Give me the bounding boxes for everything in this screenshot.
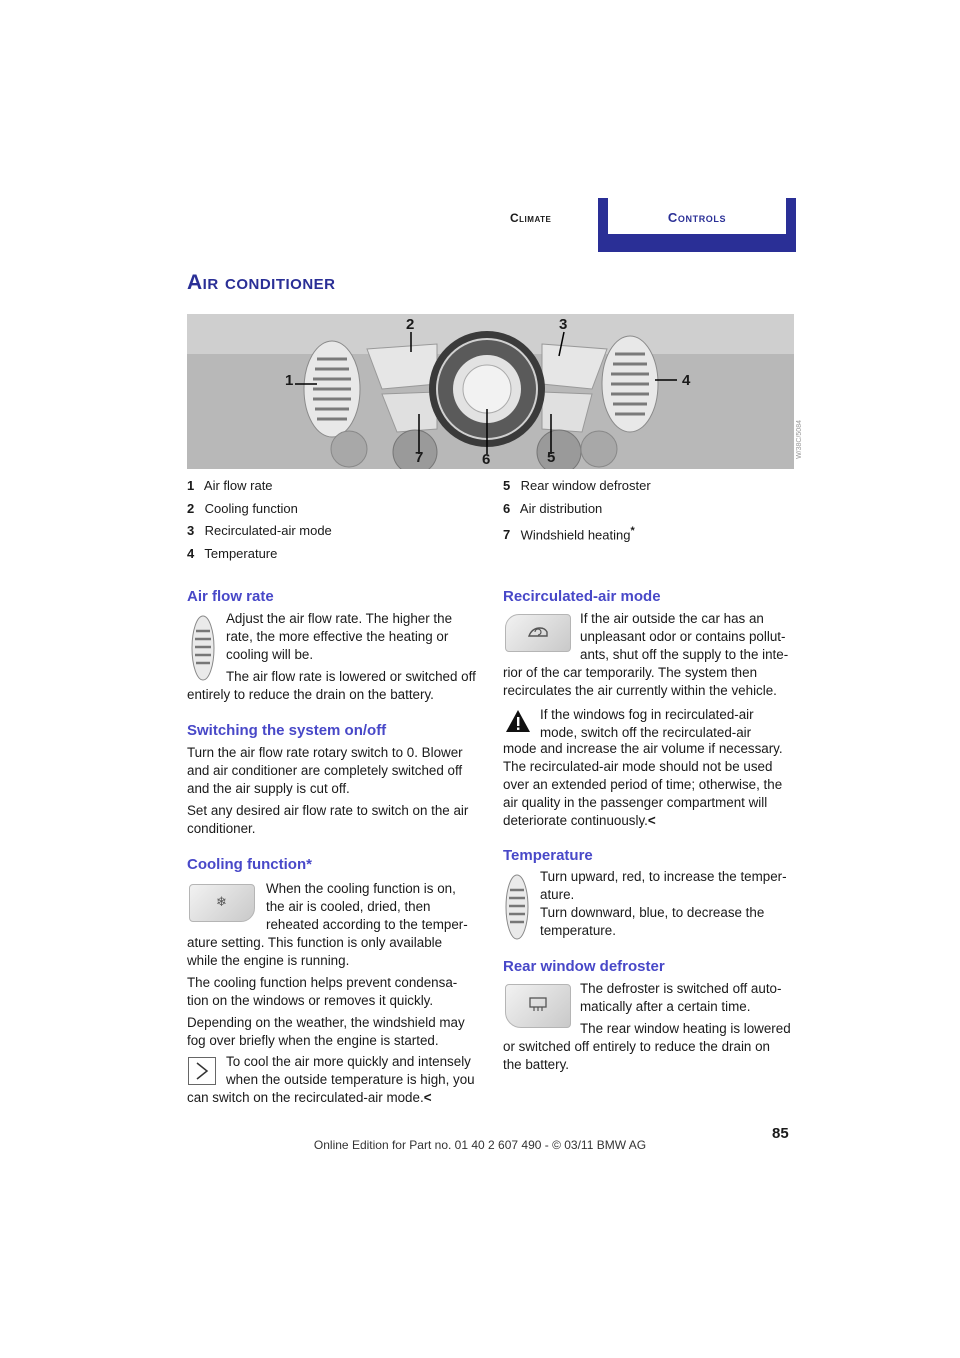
switching-body: Turn the air flow rate rotary switch to 0. Blower and air conditioner are completely switched off and the air supply is cut off. Set any desired air flow rate to switch on the air conditioner.	[187, 745, 469, 836]
cooling-body: ature setting. This function is only available while the engine is running. The cooling function helps prevent condensa- tion on the windows or removes it quickly. Depending on the weather, the windshield may fog over briefly when the engine is started.	[187, 935, 465, 1048]
legend-item: 3 Recirculated-air mode	[187, 523, 332, 538]
footer-edition: Online Edition for Part no. 01 40 2 607 490 - © 03/11 BMW AG	[313, 1138, 647, 1152]
rear-defroster-heading: Rear window defroster	[503, 958, 665, 975]
legend-right	[503, 475, 651, 547]
rotary-knob-icon	[504, 872, 530, 942]
legend-item: 7 Windshield heating*	[503, 525, 635, 543]
control-panel-photo	[187, 314, 794, 469]
callout-5: 5	[547, 449, 556, 466]
callout-3: 3	[559, 316, 568, 333]
cooling-body-indent: When the cooling function is on, the air is cooled, dried, then reheated according to the temper-	[266, 881, 468, 932]
callout-4: 4	[682, 372, 691, 389]
legend-item: 2 Cooling function	[187, 500, 298, 516]
recirc-button-thumb	[505, 614, 571, 652]
rear-defroster-body: or switched off entirely to reduce the drain on the battery.	[503, 1039, 770, 1072]
control-panel-illustration	[187, 314, 794, 469]
callout-6: 6	[482, 451, 491, 468]
airflow-body: entirely to reduce the drain on the battery.	[187, 687, 434, 702]
rear-defroster-button-thumb	[505, 984, 571, 1028]
warning-icon	[505, 708, 529, 732]
recirc-body: rior of the car temporarily. The system then recirculates the air currently within the vehicle.	[503, 665, 777, 698]
rear-defroster-body-indent: The defroster is switched off auto- matically after a certain time. The rear window heating is lowered	[580, 981, 791, 1036]
airflow-heading: Air flow rate	[187, 588, 274, 605]
page-title: Air conditioner	[187, 271, 336, 294]
temperature-heading: Temperature	[503, 847, 593, 864]
airflow-body-indent: Adjust the air flow rate. The higher the rate, the more effective the heating or cooling will be. The air flow rate is lowered or switched off	[226, 611, 476, 684]
rotary-knob-icon	[190, 613, 216, 683]
snowflake-icon: ❄	[216, 894, 227, 909]
figure-watermark: W/38C/5084	[796, 420, 803, 459]
recirculation-icon	[526, 624, 550, 640]
warning-body: mode and increase the air volume if necessary. The recirculated-air mode should not be used over an extended period of time; otherwise, the air quality in the passenger compartment will deteriorate continuously.<	[503, 741, 783, 828]
cooling-heading: Cooling function*	[187, 856, 312, 873]
chapter-tab	[598, 198, 796, 252]
switching-heading: Switching the system on/off	[187, 722, 387, 739]
cooling-button-thumb	[189, 884, 255, 922]
callout-7: 7	[415, 449, 424, 466]
temperature-knob-thumb	[504, 872, 530, 942]
tip-body-indent: To cool the air more quickly and intensely when the outside temperature is high, you	[226, 1054, 475, 1087]
callout-1: 1	[285, 372, 294, 389]
section-label: Climate	[510, 211, 552, 225]
page-number: 85	[772, 1125, 789, 1142]
airflow-knob-thumb	[190, 613, 216, 683]
tip-body: can switch on the recirculated-air mode.<	[187, 1090, 432, 1105]
recirc-heading: Recirculated-air mode	[503, 588, 661, 605]
warning-body-indent: If the windows fog in recirculated-air mode, switch off the recirculated-air	[540, 707, 754, 740]
recirc-body-indent: If the air outside the car has an unpleasant odor or contains pollut- ants, shut off the supply to the inte-	[580, 611, 789, 662]
legend-left	[187, 475, 332, 565]
temperature-body: Turn upward, red, to increase the temper- ature. Turn downward, blue, to decrease the temperature.	[540, 869, 787, 938]
tip-icon	[188, 1057, 216, 1085]
legend-item: 5 Rear window defroster	[503, 478, 651, 493]
legend-item: 1 Air flow rate	[187, 478, 273, 493]
callout-2: 2	[406, 316, 415, 333]
legend-item: 4 Temperature	[187, 545, 278, 561]
rear-defroster-icon	[528, 996, 548, 1012]
legend-item: 6 Air distribution	[503, 500, 603, 516]
chapter-tab-label: Controls	[608, 198, 786, 234]
